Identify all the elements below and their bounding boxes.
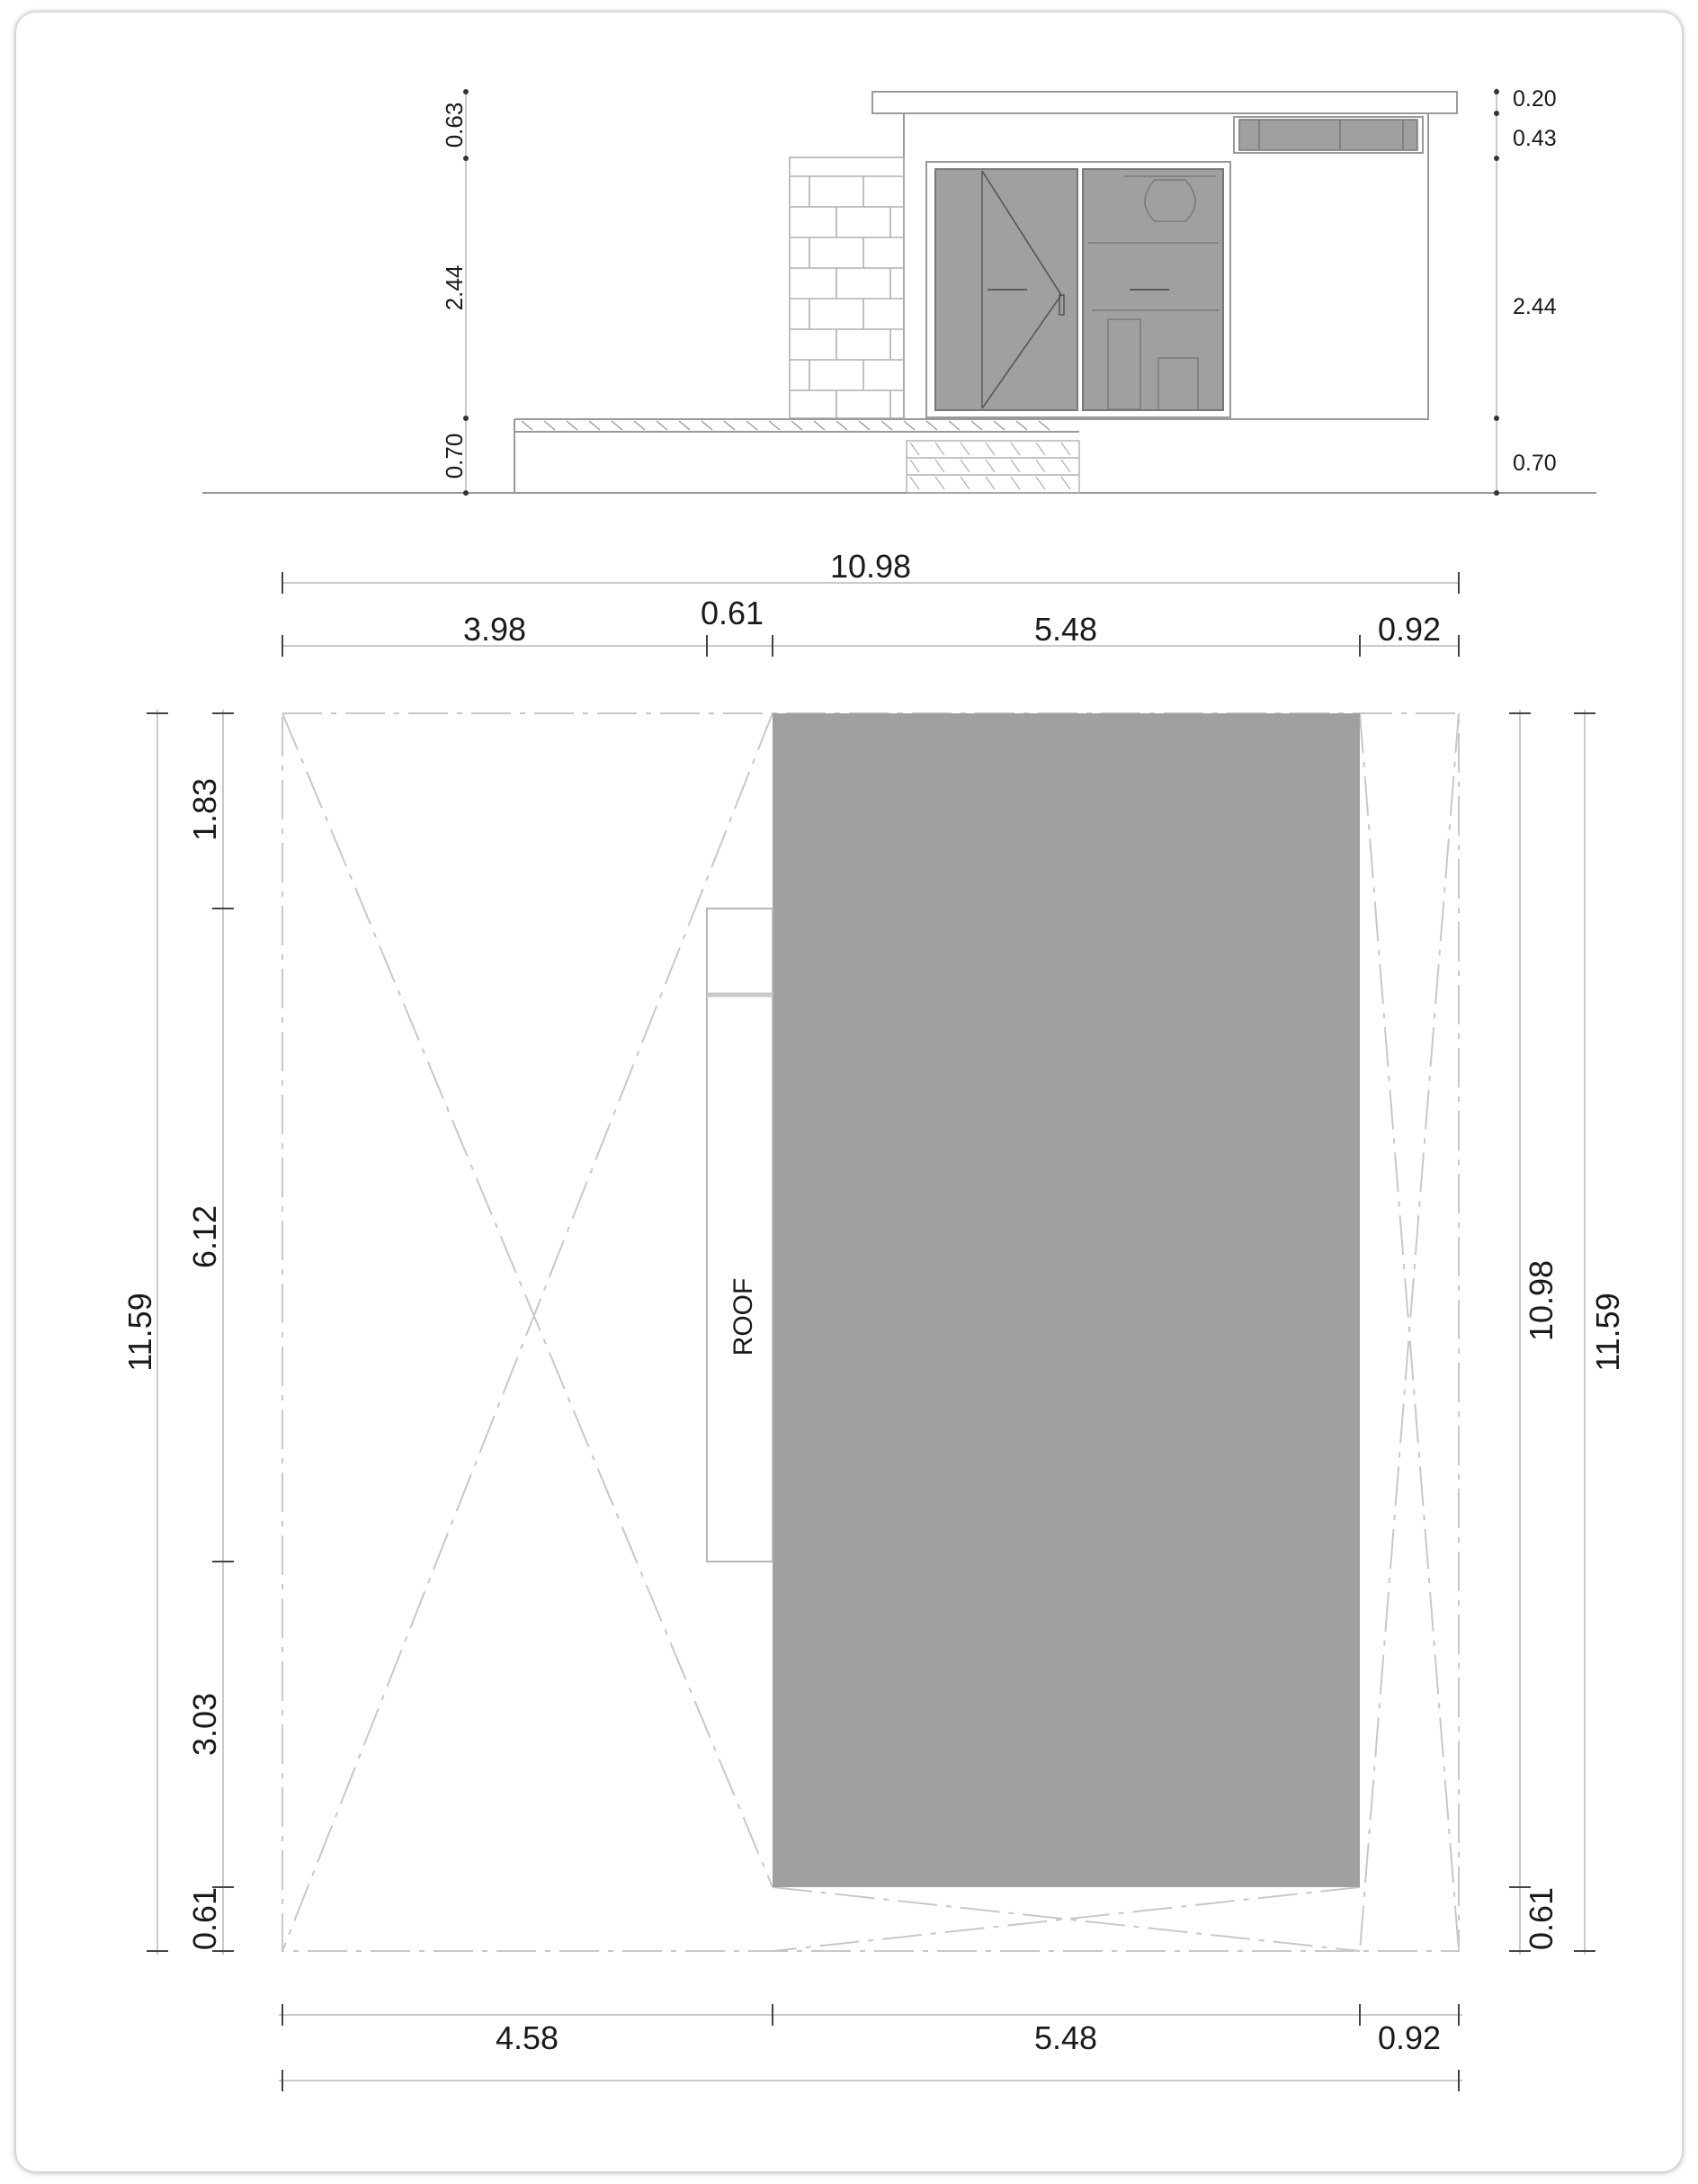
elev-dim-0.20: 0.20 bbox=[1513, 86, 1557, 112]
plan-left-seg-3.03: 3.03 bbox=[186, 1692, 223, 1757]
plan-bottom-seg-5.48: 5.48 bbox=[1033, 2019, 1098, 2056]
roof-slab bbox=[872, 92, 1457, 113]
deck-platform bbox=[514, 419, 1079, 493]
plan-top-total: 10.98 bbox=[829, 548, 912, 585]
clerestory-window bbox=[1239, 120, 1417, 150]
roof-label: ROOF bbox=[728, 1277, 758, 1356]
elev-dim-0.43: 0.43 bbox=[1513, 126, 1557, 151]
plan-right-inner: 10.98 bbox=[1523, 1259, 1559, 1342]
plan-bottom-seg-4.58: 4.58 bbox=[495, 2019, 559, 2056]
plan-left-seg-1.83: 1.83 bbox=[186, 777, 223, 842]
plan-left-seg-6.12: 6.12 bbox=[186, 1204, 223, 1269]
plan-top-seg-0.92: 0.92 bbox=[1377, 611, 1442, 648]
elev-dim-2.44-right: 2.44 bbox=[1513, 294, 1557, 319]
elevation-view bbox=[202, 86, 1596, 496]
top-dimension-chain bbox=[282, 548, 1459, 657]
plan-left-total: 11.59 bbox=[121, 1293, 158, 1372]
elev-dim-0.70: 0.70 bbox=[441, 433, 468, 479]
bottom-dimension-chain bbox=[279, 2004, 1462, 2091]
plan-view bbox=[121, 548, 1626, 2091]
plan-right-outer: 11.59 bbox=[1589, 1293, 1626, 1372]
elev-dim-0.63: 0.63 bbox=[441, 102, 468, 148]
brick-wall bbox=[790, 157, 904, 418]
elevation-right-dimension bbox=[1494, 86, 1557, 496]
elev-dim-0.70-right: 0.70 bbox=[1513, 451, 1557, 476]
plan-top-seg-0.61: 0.61 bbox=[700, 595, 764, 631]
elevation-left-dimension bbox=[441, 89, 469, 496]
right-dimension-chain bbox=[1509, 710, 1626, 1955]
roof-strip bbox=[707, 909, 773, 1562]
plan-top-seg-5.48: 5.48 bbox=[1033, 611, 1098, 648]
left-dimension-chain bbox=[121, 710, 234, 1955]
plan-bottom-seg-0.92: 0.92 bbox=[1377, 2019, 1442, 2056]
elev-dim-2.44: 2.44 bbox=[441, 264, 468, 311]
roof-area bbox=[773, 713, 1360, 1887]
plan-right-seg-0.61: 0.61 bbox=[1523, 1886, 1559, 1951]
plan-top-seg-3.98: 3.98 bbox=[462, 611, 527, 648]
plan-left-seg-0.61: 0.61 bbox=[186, 1886, 223, 1951]
